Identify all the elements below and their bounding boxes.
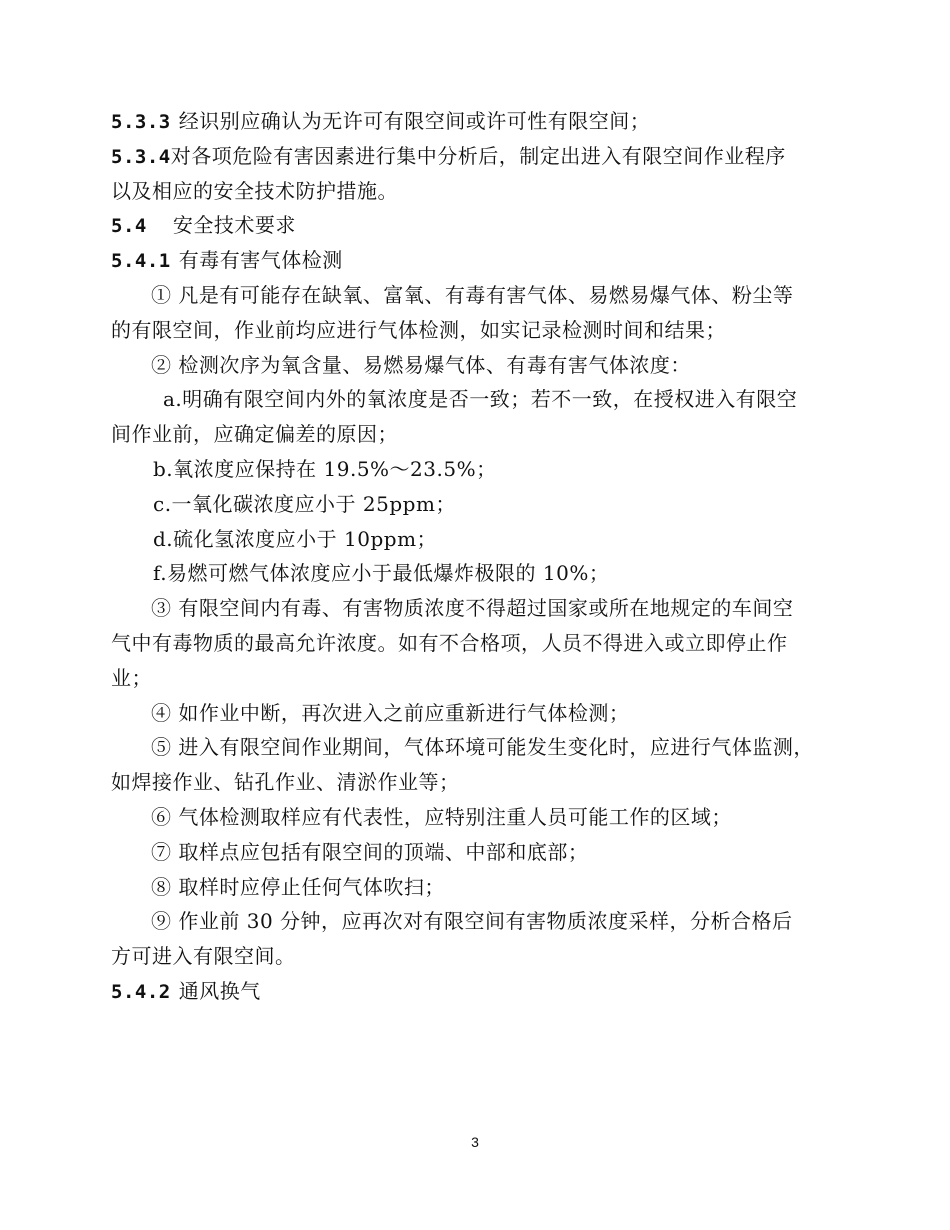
list-item: ③ 有限空间内有毒、有害物质浓度不得超过国家或所在地规定的车间空: [151, 596, 794, 621]
list-item: ⑦ 取样点应包括有限空间的顶端、中部和底部；: [151, 839, 589, 864]
list-item: ① 凡是有可能存在缺氧、富氧、有毒有害气体、易燃易爆气体、粉尘等: [151, 282, 794, 307]
clause-number: 5.3.4: [111, 145, 171, 168]
paragraph-line: 气中有毒物质的最高允许浓度。如有不合格项，人员不得进入或立即停止作: [111, 630, 788, 655]
clause-text: 对各项危险有害因素进行集中分析后，制定出进入有限空间作业程序: [170, 143, 786, 168]
list-item: ⑧ 取样时应停止任何气体吹扫；: [151, 874, 445, 899]
sub-list-item: f.易燃可燃气体浓度应小于最低爆炸极限的 10%；: [153, 561, 610, 586]
list-item: ④ 如作业中断，再次进入之前应重新进行气体检测；: [151, 700, 630, 725]
page-number: 3: [471, 1134, 479, 1150]
list-item: ⑨ 作业前 30 分钟，应再次对有限空间有害物质浓度采样，分析合格后: [151, 909, 793, 934]
paragraph-line: 的有限空间，作业前均应进行气体检测，如实记录检测时间和结果；: [111, 317, 726, 342]
clause-5-4-1: [111, 243, 846, 277]
paragraph-line: 以及相应的安全技术防护措施。: [111, 178, 398, 203]
list-item: ② 检测次序为氧含量、易燃易爆气体、有毒有害气体浓度：: [151, 352, 691, 377]
paragraph-line: 间作业前，应确定偏差的原因；: [111, 422, 398, 447]
clause-text: 经识别应确认为无许可有限空间或许可性有限空间；: [178, 109, 651, 133]
document-body: [111, 104, 846, 1009]
section-heading-5-4: [111, 208, 846, 242]
sub-list-item: a.明确有限空间内外的氧浓度是否一致；若不一致，在授权进入有限空: [163, 387, 798, 412]
section-number: 5.4: [111, 215, 147, 238]
clause-5-4-2: [111, 974, 846, 1008]
clause-number: 5.3.3: [111, 111, 171, 133]
clause-5-3-3: [111, 104, 846, 138]
paragraph-line: 如焊接作业、钻孔作业、清淤作业等；: [111, 770, 460, 795]
sub-list-item: d.硫化氢浓度应小于 10ppm；: [153, 526, 438, 551]
clause-5-3-4: [111, 139, 846, 173]
clause-number: 5.4.1: [111, 250, 171, 273]
list-item: ⑤ 进入有限空间作业期间，气体环境可能发生变化时，应进行气体监测，: [151, 735, 814, 760]
section-title: 安全技术要求: [172, 213, 296, 238]
sub-list-item: b.氧浓度应保持在 19.5%～23.5%；: [153, 456, 497, 481]
sub-list-item: c.一氧化碳浓度应小于 25ppm；: [153, 491, 456, 516]
clause-text: 有毒有害气体检测: [178, 248, 343, 273]
list-item: ⑥ 气体检测取样应有代表性，应特别注重人员可能工作的区域；: [151, 804, 732, 829]
clause-text: 通风换气: [178, 978, 261, 1003]
paragraph-line: 业；: [111, 665, 152, 690]
clause-number: 5.4.2: [111, 980, 171, 1003]
paragraph-line: 方可进入有限空间。: [111, 944, 296, 969]
